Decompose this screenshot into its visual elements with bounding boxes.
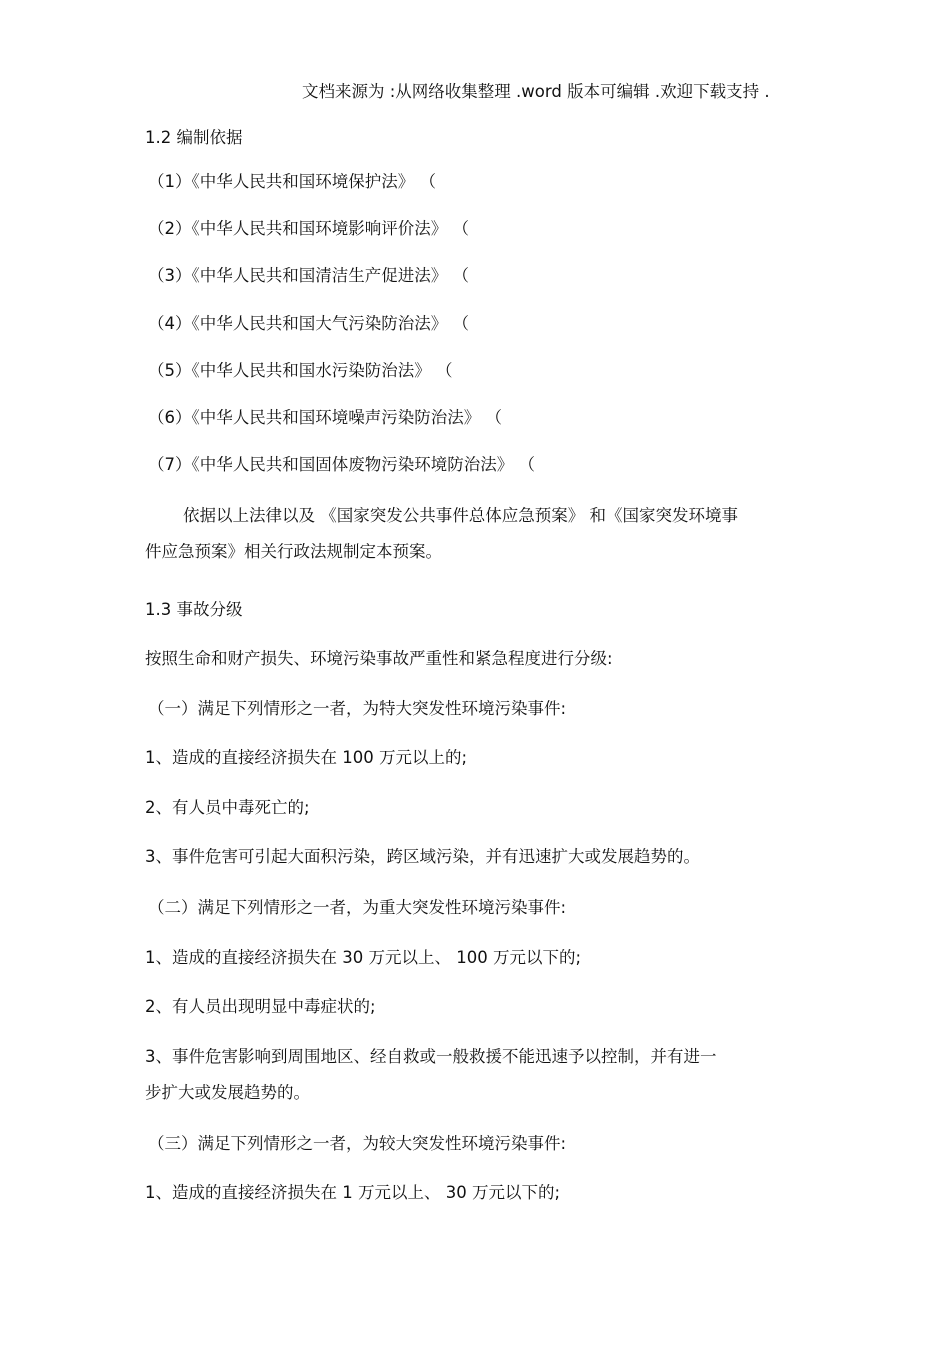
section-1-2-heading: 1.2 编制依据: [145, 128, 243, 147]
section-1-3-heading: 1.3 事故分级: [145, 600, 243, 619]
law-item-4: （4）《中华人民共和国大气污染防治法》 （: [148, 314, 469, 333]
grade-1-item-2: 2、有人员中毒死亡的;: [145, 798, 310, 817]
grade-3-heading: （三）满足下列情形之一者，为较大突发性环境污染事件:: [148, 1134, 567, 1153]
basis-paragraph-line-1: 依据以上法律以及 《国家突发公共事件总体应急预案》 和《国家突发环境事: [183, 506, 738, 525]
grade-2-heading: （二）满足下列情形之一者，为重大突发性环境污染事件:: [148, 898, 567, 917]
page-header: 文档来源为 :从网络收集整理 .word 版本可编辑 .欢迎下载支持 .: [302, 82, 770, 101]
law-item-1: （1）《中华人民共和国环境保护法》 （: [148, 172, 436, 191]
grade-1-item-1: 1、造成的直接经济损失在 100 万元以上的;: [145, 748, 468, 767]
law-item-3: （3）《中华人民共和国清洁生产促进法》 （: [148, 266, 469, 285]
grade-2-item-1: 1、造成的直接经济损失在 30 万元以上、 100 万元以下的;: [145, 948, 582, 967]
basis-paragraph-line-2: 件应急预案》相关行政法规制定本预案。: [145, 542, 442, 561]
law-item-5: （5）《中华人民共和国水污染防治法》 （: [148, 361, 453, 380]
grade-1-heading: （一）满足下列情形之一者，为特大突发性环境污染事件:: [148, 699, 567, 718]
grading-intro: 按照生命和财产损失、环境污染事故严重性和紧急程度进行分级:: [145, 649, 613, 668]
law-item-2: （2）《中华人民共和国环境影响评价法》 （: [148, 219, 469, 238]
law-item-6: （6）《中华人民共和国环境噪声污染防治法》 （: [148, 408, 502, 427]
grade-1-item-3: 3、事件危害可引起大面积污染，跨区域污染，并有迅速扩大或发展趋势的。: [145, 847, 700, 866]
grade-2-item-3-line-1: 3、事件危害影响到周围地区、经自救或一般救援不能迅速予以控制，并有进一: [145, 1047, 717, 1066]
grade-2-item-2: 2、有人员出现明显中毒症状的;: [145, 997, 376, 1016]
grade-3-item-1: 1、造成的直接经济损失在 1 万元以上、 30 万元以下的;: [145, 1183, 561, 1202]
law-item-7: （7）《中华人民共和国固体废物污染环境防治法》 （: [148, 455, 535, 474]
grade-2-item-3-line-2: 步扩大或发展趋势的。: [145, 1083, 310, 1102]
